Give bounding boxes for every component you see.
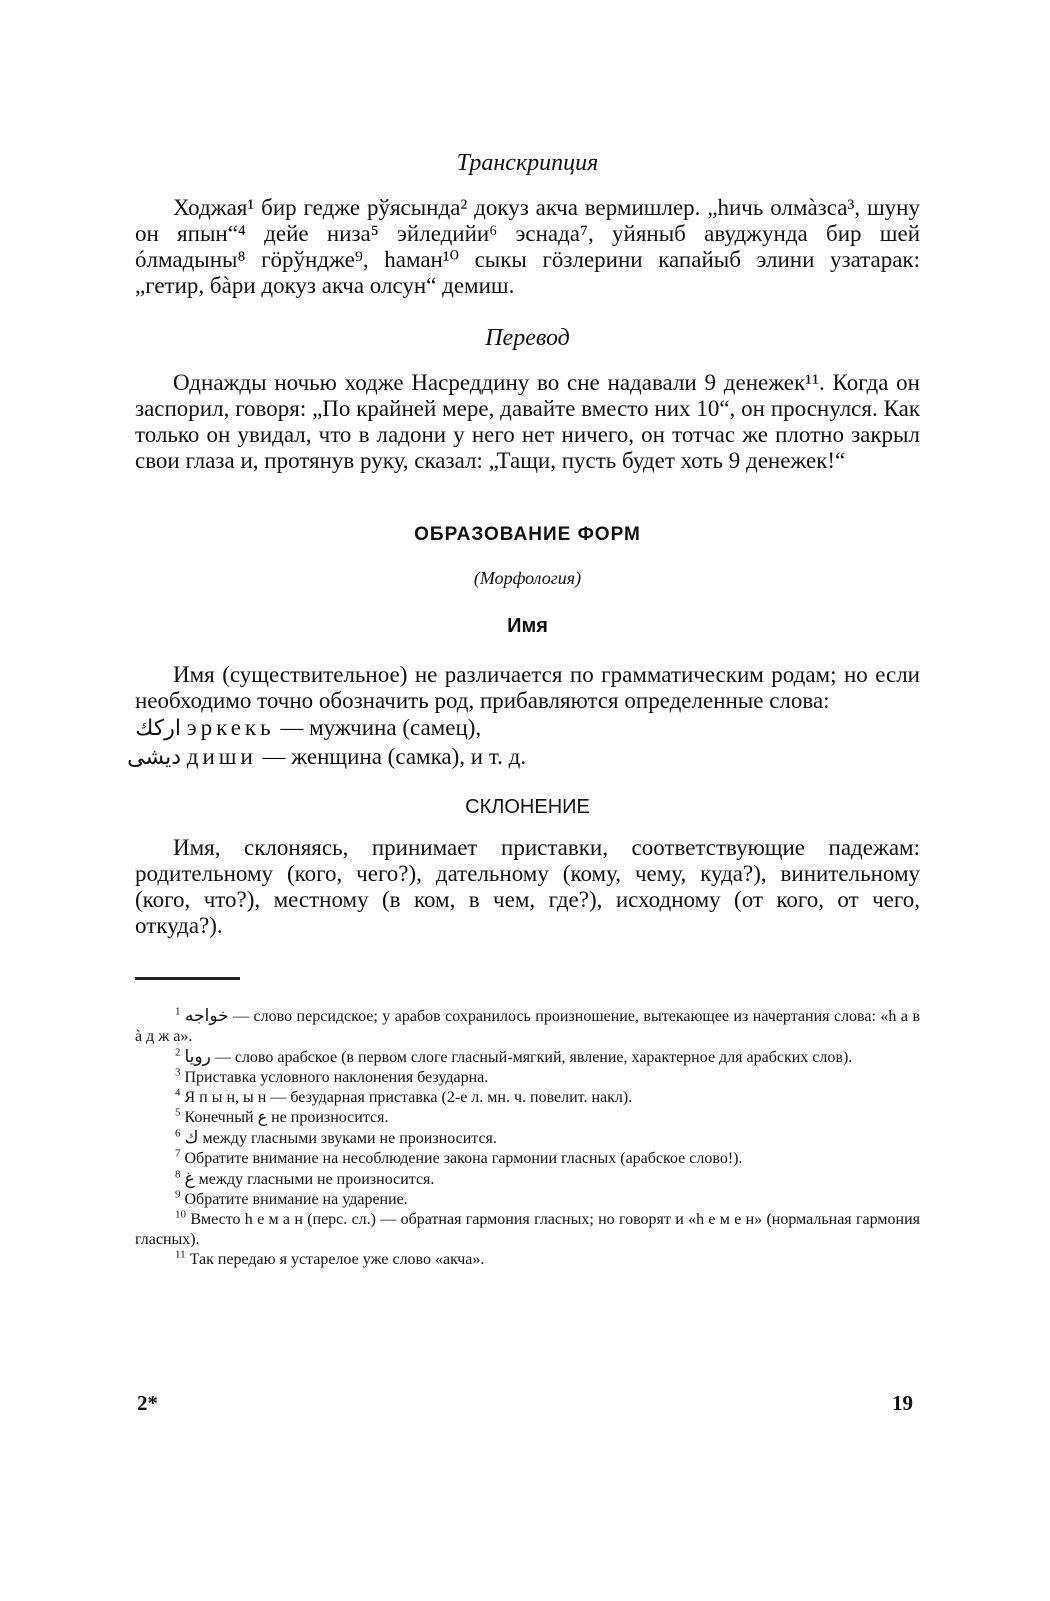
footnote-text: Я п ы н, ы н — безударная приставка (2-е л. мн. ч. повелит. накл). [184,1089,633,1106]
footnote [135,1047,920,1068]
footnote-number: 10 [175,1208,186,1221]
footnote-number: 7 [175,1147,181,1160]
transcription-heading: Транскрипция [456,150,599,176]
footnote-text: Конечный ع не произносится. [184,1109,389,1126]
noun-paragraph: Имя (существительное) не различается по грамматическим родам; но если необходимо точно обозначить род, прибавляются определенные слова: [135,662,920,713]
footnote-number: 6 [175,1127,181,1140]
footnote-text: между гласными не произносится. [198,1171,435,1188]
footnote-number: 8 [175,1168,181,1181]
footnote [135,1210,920,1250]
footnote [135,1128,920,1149]
declension-paragraph: Имя, склоняясь, принимает приставки, соответствующие падежам: родительному (кого, чего?), дательному (кому, чему, куда?), винительному (кого, что?), местному (в ком, в чем, где?), исходному (от кого, от чего, откуда?). [135,835,920,938]
footnote-text: Приставка условного наклонения безударна. [184,1069,489,1086]
footnote-arabic: رویا [184,1047,211,1067]
section-title: ОБРАЗОВАНИЕ ФОРМ [414,524,641,545]
footnote [135,1068,920,1088]
example-word: эркекь [186,715,275,740]
footnote-number: 3 [175,1066,181,1079]
example-arabic: ارکك [135,716,181,741]
footnote-arabic: ك [184,1128,199,1148]
example-line [135,714,920,743]
footnote-number: 1 [175,1005,181,1018]
footnote-text: Вместо h е м а н (перс. сл.) — обратная гармония гласных; но говорят и «h е м е н» (нормальная гармония гласных). [135,1211,921,1248]
footnote-arabic: غ [184,1169,195,1189]
footnote [135,1190,920,1210]
translation-paragraph: Однажды ночью ходже Насреддину во сне надавали 9 денежек¹¹. Когда он заспорил, говоря: „По крайней мере, давайте вместо них 10“, он проснулся. Как только он увидал, что в ладони у него нет ничего, он тотчас же плотно закрыл свои глаза и, протянув руку, сказал: „Тащи, пусть будет хоть 9 денежек!“ [135,370,920,473]
footnote-number: 4 [175,1086,181,1099]
footnote-divider [135,977,240,980]
footnote-text: — слово персидское; у арабов сохранилось произношение, вытекающее из начертания слова: «h а в à д ж а». [135,1008,920,1045]
footnote-number: 2 [175,1046,181,1059]
example-meaning: — женщина (самка), и т. д. [262,744,527,769]
example-line [127,743,920,772]
footnote-text: Так передаю я устарелое уже слово «акча». [189,1251,485,1268]
footnote-text: — слово арабское (в первом слоге гласный-мягкий, явление, характерное для арабских слов). [214,1049,853,1066]
page-number: 19 [892,1391,913,1415]
noun-heading: Имя [507,615,548,637]
footnote [135,1250,920,1270]
declension-heading: СКЛОНЕНИЕ [465,796,590,818]
footnote-arabic: خواجه [184,1006,229,1026]
footnote-text: между гласными звуками не произносится. [202,1130,497,1147]
example-word: диши [186,744,257,769]
footnote [135,1108,920,1128]
example-meaning: — мужчина (самец), [280,715,482,740]
footnotes [135,1006,920,1270]
footnote-text: Обратите внимание на ударение. [184,1191,408,1208]
footnote-text: Обратите внимание на несоблюдение закона гармонии гласных (арабское слово!). [184,1150,743,1167]
footnote [135,1149,920,1169]
section-subtitle: (Морфология) [473,568,582,588]
footnote-number: 11 [175,1248,186,1261]
footnote-number: 9 [175,1188,181,1201]
footnote-number: 5 [175,1106,181,1119]
transcription-paragraph: Ходжая¹ бир гедже рўясында² докуз акча вермишлер. „hичь олмàзса³, шуну он япын“⁴ дейе низа⁵ эйледийи⁶ эснада⁷, уйяныб авуджунда бир шей óлмадыны⁸ гöрўндже⁹, hаман¹⁰ сыкы гöзлерини капайыб элини узатарак: „гетир, бàри докуз акча олсун“ демиш. [135,195,920,298]
translation-heading: Перевод [485,325,570,351]
signature-mark: 2* [137,1391,158,1415]
footnote [135,1169,920,1190]
example-arabic: دیشی [127,745,181,770]
footnote [135,1088,920,1108]
footnote [135,1006,920,1047]
